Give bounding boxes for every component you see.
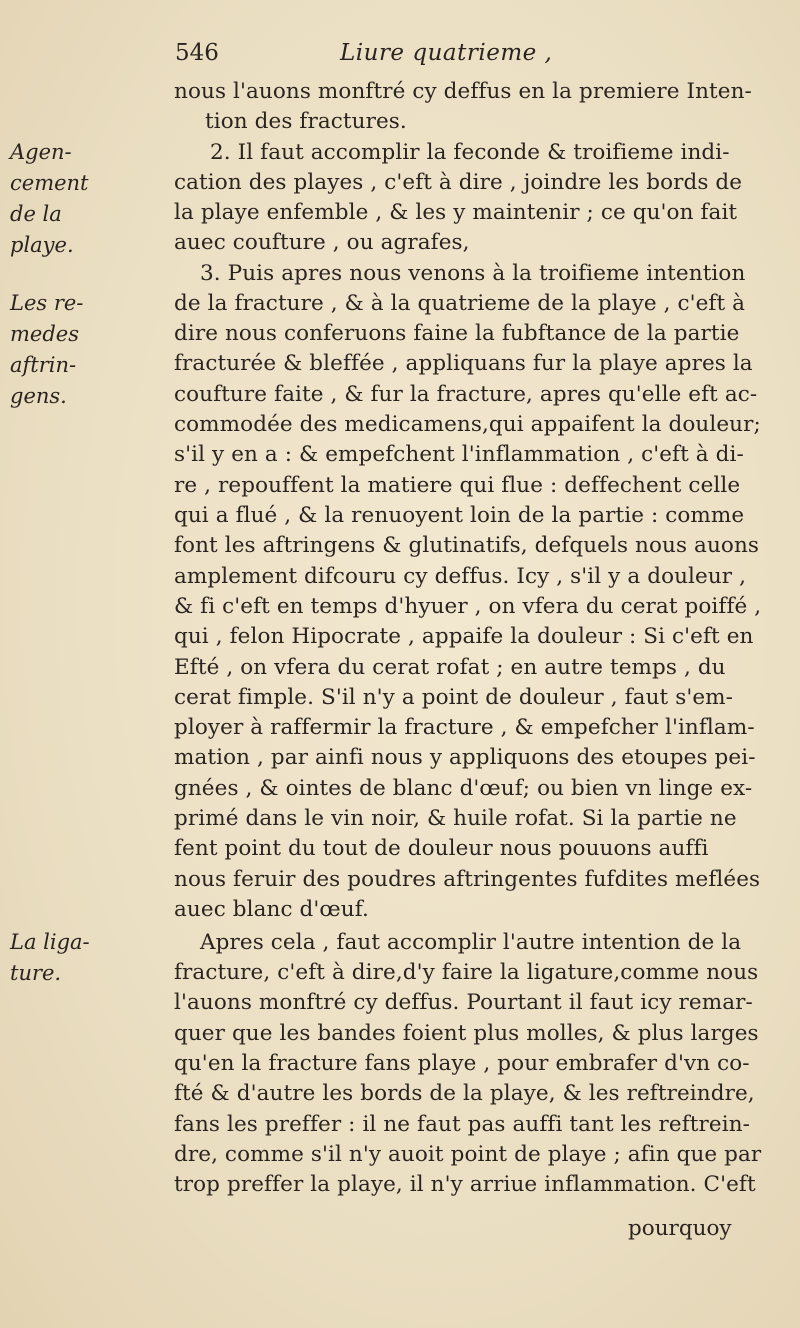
text-line: de la fracture , & à la quatrieme de la playe , c'eft à [174, 291, 746, 316]
text-line: qui , felon Hipocrate , appaife la douleur : Si c'eft en [174, 624, 754, 649]
margin-note-ligature: La liga- ture. [10, 930, 90, 985]
margin-note-remedes: Les re- medes aftrin- gens. [10, 291, 84, 408]
text-line: font les aftringens & glutinatifs, defquels nous auons [174, 533, 760, 558]
text-line: Apres cela , faut accomplir l'autre intention de la [200, 930, 742, 955]
text-line: fracture, c'eft à dire,d'y faire la ligature,comme nous [174, 960, 759, 985]
text-line: & fi c'eft en temps d'hyuer , on vfera du cerat poiffé , [174, 594, 762, 619]
text-line: s'il y en a : & empefchent l'inflammation , c'eft à di- [174, 442, 744, 467]
text-line: trop preffer la playe, il n'y arriue inflammation. C'eft [174, 1172, 756, 1197]
text-line: auec coufture , ou agrafes, [174, 230, 470, 255]
text-line: qu'en la fracture fans playe , pour embrafer d'vn co- [174, 1051, 750, 1076]
text-line: la playe enfemble , & les y maintenir ; ce qu'on fait [174, 200, 738, 225]
margin-note-agencement: Agen- cement de la playe. [10, 140, 89, 257]
text-line: qui a flué , & la renuoyent loin de la partie : comme [174, 503, 745, 528]
text-line: l'auons monftré cy deffus. Pourtant il faut icy remar- [174, 990, 753, 1015]
catchword: pourquoy [628, 1216, 732, 1241]
text-line: tion des fractures. [205, 109, 407, 134]
text-line: auec blanc d'œuf. [174, 897, 369, 922]
text-line: ployer à raffermir la fracture , & empefcher l'inflam- [174, 715, 755, 740]
text-line: fans les preffer : il ne faut pas auffi tant les reftrein- [174, 1112, 751, 1137]
text-line: commodée des medicamens,qui appaifent la douleur; [174, 412, 761, 437]
text-line: coufture faite , & fur la fracture, apres qu'elle eft ac- [174, 382, 758, 407]
text-line: Efté , on vfera du cerat rofat ; en autre temps , du [174, 655, 726, 680]
text-line: amplement difcouru cy deffus. Icy , s'il y a douleur , [174, 564, 747, 589]
page-number: 546 [175, 40, 219, 66]
text-line: nous l'auons monftré cy deffus en la premiere Inten- [174, 79, 752, 104]
text-line: cerat fimple. S'il n'y a point de douleur , faut s'em- [174, 685, 734, 710]
running-title: Liure quatrieme , [340, 40, 553, 66]
text-line: nous feruir des poudres aftringentes fufdites meflées [174, 867, 761, 892]
text-line: primé dans le vin noir, & huile rofat. Si la partie ne [174, 806, 737, 831]
text-line: mation , par ainfi nous y appliquons des etoupes pei- [174, 745, 756, 770]
text-line: fracturée & bleffée , appliquans fur la playe apres la [174, 351, 753, 376]
text-line: gnées , & ointes de blanc d'œuf; ou bien vn linge ex- [174, 776, 753, 801]
text-line: quer que les bandes foient plus molles, & plus larges [174, 1021, 759, 1046]
text-line: re , repouffent la matiere qui flue : deffechent celle [174, 473, 741, 498]
text-line: fté & d'autre les bords de la playe, & les reftreindre, [174, 1081, 755, 1106]
text-line: dire nous conferuons faine la fubftance de la partie [174, 321, 740, 346]
text-line: cation des playes , c'eft à dire , joindre les bords de [174, 170, 743, 195]
text-line: 2. Il faut accomplir la feconde & troifieme indi- [210, 140, 730, 165]
text-line: dre, comme s'il n'y auoit point de playe ; afin que par [174, 1142, 762, 1167]
text-line: 3. Puis apres nous venons à la troifieme intention [200, 261, 746, 286]
page-header [175, 40, 635, 80]
text-line: fent point du tout de douleur nous pouuons auffi [174, 836, 709, 861]
